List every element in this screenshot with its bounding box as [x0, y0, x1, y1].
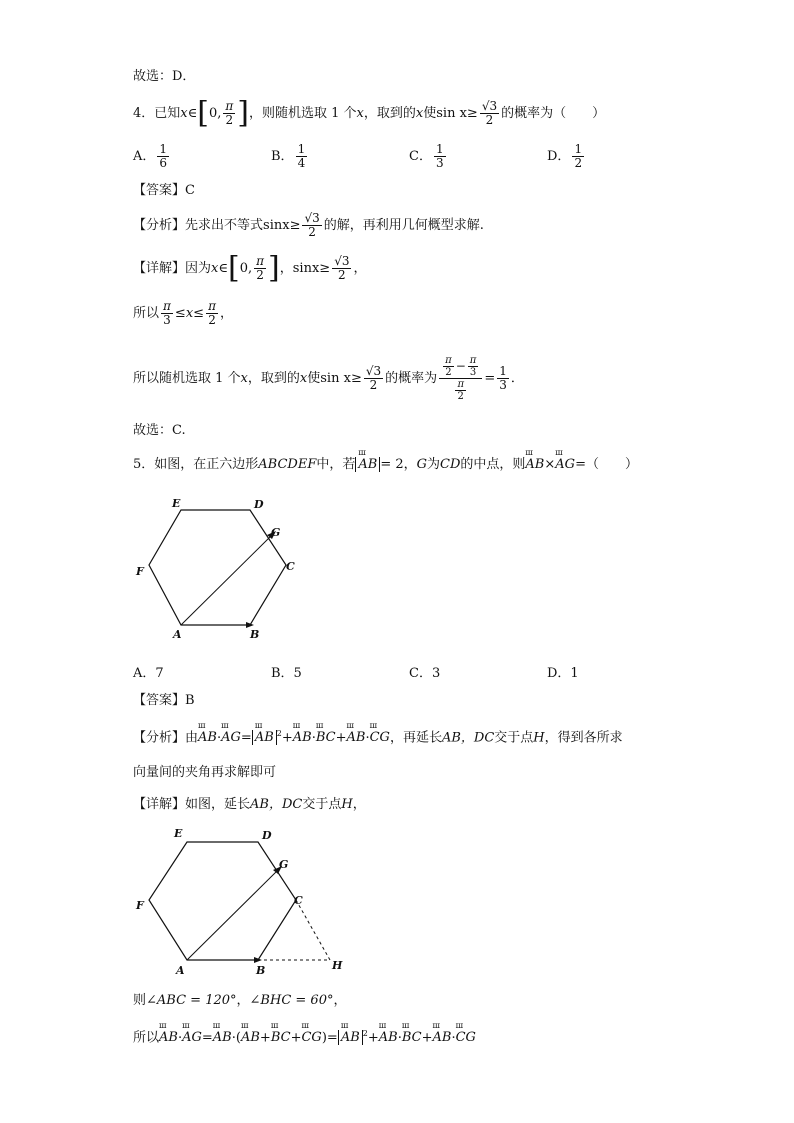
- label-f-2: F: [136, 899, 144, 912]
- label-h-2: H: [332, 959, 343, 972]
- label-f-1: F: [136, 565, 144, 578]
- q5-analysis: 【分析】由ш AB·ш AG=ш AB $^2$+ш AB·ш BC+ш AB·ш CG，再延长AB，DC交于点H，得到各所求: [133, 730, 623, 744]
- q5-option-d: D．1: [547, 666, 579, 681]
- q4-choice: 故选：C.: [133, 423, 186, 438]
- q4-so2: 所以随机选取 1 个x，取到的x使sin x≥ $\frac{√3}{2}$ 的概率为 $\frac{\pi}{2}$ − $\frac{\pi}{3}$ $\frac{\pi}{2}$ = $\frac{1}{3}$ ．: [133, 355, 524, 402]
- label-e-2: E: [174, 827, 183, 840]
- q5-detail: 【详解】如图，延长AB，DC交于点H，: [133, 797, 366, 812]
- q4-option-c: C． $\frac{1}{3}$: [409, 142, 444, 171]
- q5-answer: 【答案】B: [133, 693, 195, 708]
- q5-stem: 5．如图，在正六边形ABCDEF中，若ш AB = 2，G为CD的中点，则ш AB×ш AG=（ ）: [133, 458, 638, 471]
- label-d-1: D: [254, 498, 264, 511]
- label-a-1: A: [173, 628, 182, 641]
- q4-option-a: A． $\frac{1}{6}$: [133, 142, 168, 171]
- prev-choice: 故选：D．: [133, 69, 196, 84]
- q4-analysis: 【分析】先求出不等式sinx≥ $\frac{√3}{2}$ 的解，再利用几何概型求解.: [133, 211, 484, 240]
- q4-detail: 【详解】因为x∈[0, $\frac{\pi}{2}$ ]，sinx≥ $\frac{√3}{2}$ ，: [133, 250, 367, 286]
- q4-stem: 4．已知x∈[0, $\frac{\pi}{2}$ ]，则随机选取 1 个x，取到的x使sin x≥ $\frac{√3}{2}$ 的概率为（ ）: [133, 95, 606, 131]
- label-g-1: G: [271, 526, 281, 539]
- label-c-1: C: [286, 560, 295, 573]
- q4-option-b: B． $\frac{1}{4}$: [271, 142, 306, 171]
- q5-option-b: B．5: [271, 666, 302, 681]
- q5-so: 所以ш AB·ш AG=ш AB·(ш AB+ш BC+ш CG)=ш AB $^2$+ш AB·ш BC+ш AB·ш CG: [133, 1030, 476, 1044]
- q5-option-c: C．3: [409, 666, 441, 681]
- hexagon-figure-2: [130, 822, 360, 982]
- label-b-2: B: [256, 964, 266, 977]
- q4-so1: 所以 $\frac{\pi}{3}$ ≤x≤ $\frac{\pi}{2}$ ，: [133, 299, 233, 328]
- hexagon-2: [149, 842, 296, 960]
- hexagon-1: [149, 510, 286, 625]
- label-e-1: E: [172, 497, 181, 510]
- label-b-1: B: [250, 628, 260, 641]
- label-c-2: C: [294, 894, 303, 907]
- label-d-2: D: [262, 829, 272, 842]
- label-g-2: G: [279, 858, 289, 871]
- q5-analysis-line2: 向量间的夹角再求解即可: [133, 765, 277, 780]
- extension-dc: [296, 900, 330, 960]
- label-a-2: A: [176, 964, 185, 977]
- q4-answer: 【答案】C: [133, 183, 195, 198]
- q4-option-d: D． $\frac{1}{2}$: [547, 142, 583, 171]
- q5-option-a: A．7: [133, 666, 164, 681]
- q5-angles: 则∠ABC = 120°，∠BHC = 60°，: [133, 993, 347, 1008]
- hexagon-figure-1: [130, 490, 310, 645]
- vector-ag-2: [187, 870, 278, 960]
